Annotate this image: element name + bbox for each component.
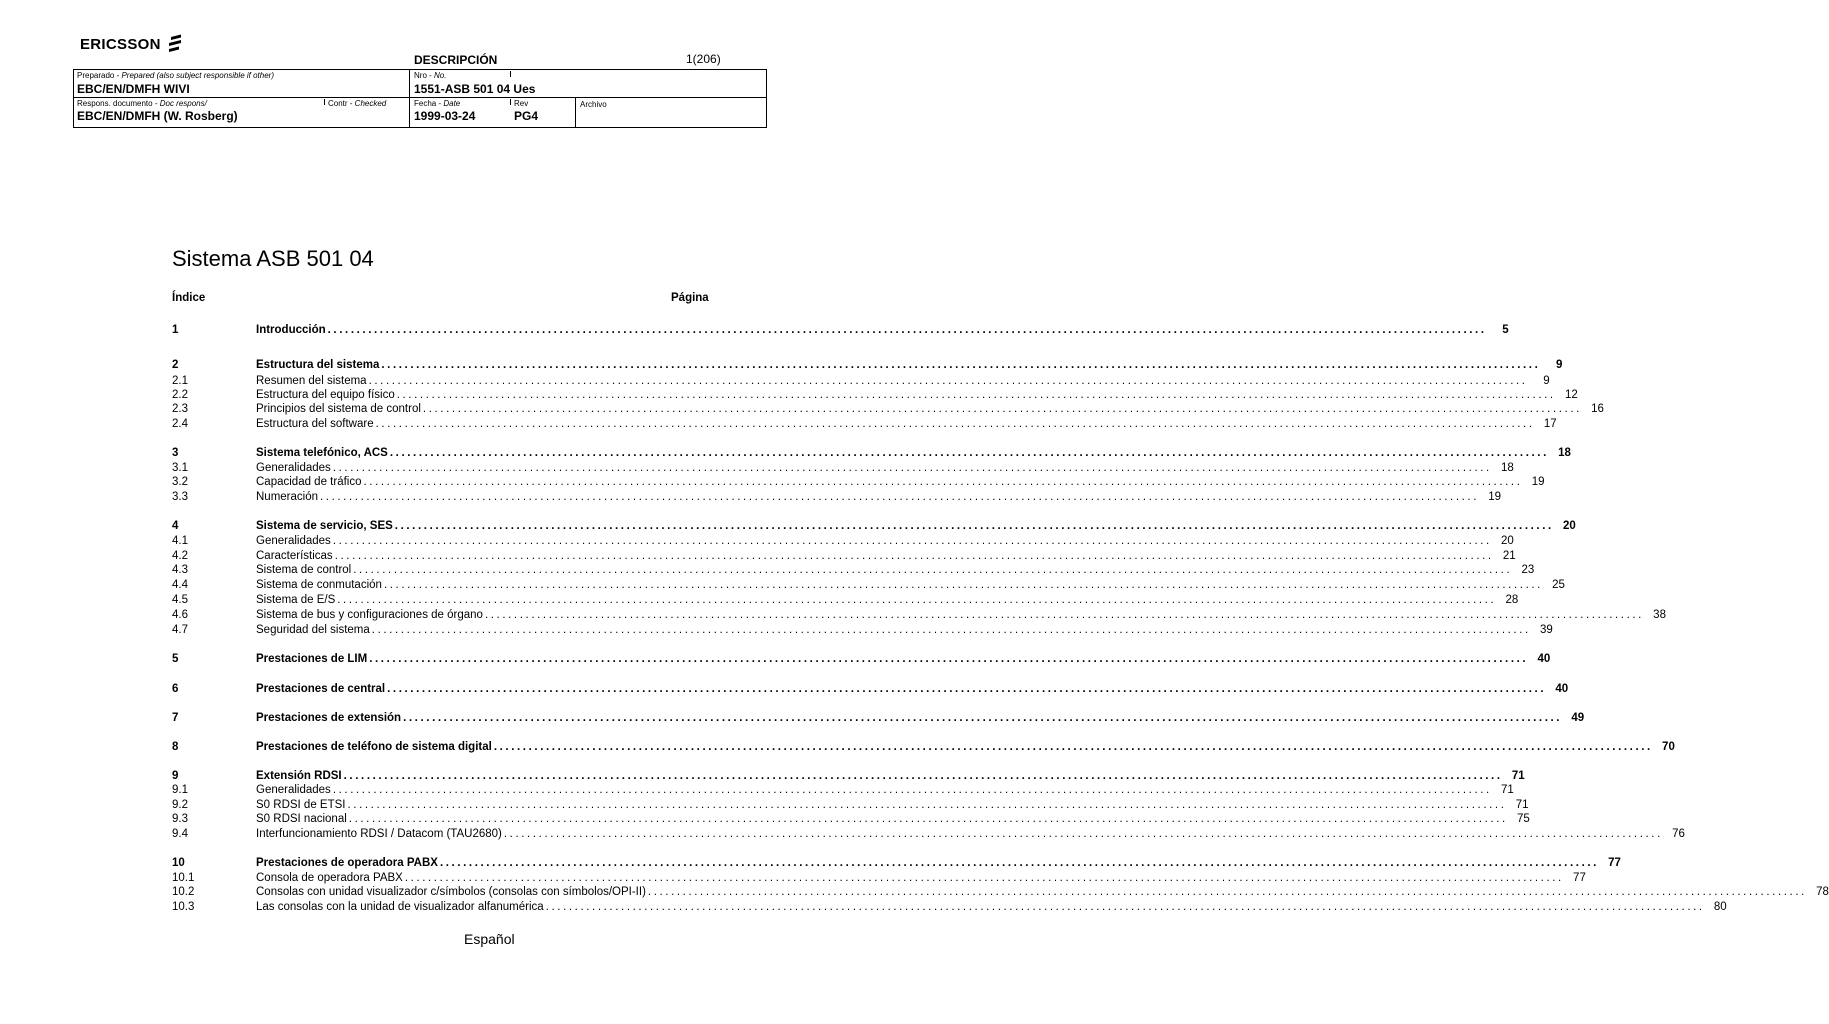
toc-entry[interactable] — [172, 828, 1685, 842]
toc-number: 9.3 — [172, 813, 188, 825]
toc-leader: ........................................................................................................................................................................................................ — [647, 886, 1807, 898]
page-count: 1(206) — [686, 52, 721, 66]
toc-page: 25 — [1552, 579, 1565, 591]
toc-number: 10.1 — [172, 872, 195, 884]
toc-title: Estructura del software — [256, 418, 374, 430]
toc-number: 5 — [172, 653, 179, 665]
toc-page: 17 — [1543, 418, 1557, 430]
toc-leader: ........................................................................................................................................................................................................ — [396, 389, 1556, 401]
toc-leader: ........................................................................................................................................................................................................ — [394, 520, 1554, 532]
toc-page: 71 — [1511, 770, 1525, 782]
toc-entry[interactable] — [172, 447, 1571, 461]
toc-title: Prestaciones de LIM — [256, 653, 368, 665]
toc-leader: ........................................................................................................................................................................................................ — [484, 609, 1644, 621]
toc-title: Sistema de control — [256, 564, 352, 576]
toc-entry[interactable] — [172, 476, 1545, 490]
toc-title: Prestaciones de extensión — [256, 712, 402, 724]
toc-page: 71 — [1501, 784, 1514, 796]
toc-number: 1 — [172, 324, 179, 336]
toc-number: 3.2 — [172, 476, 188, 488]
toc-entry[interactable] — [172, 712, 1585, 726]
toc-leader: ........................................................................................................................................................................................................ — [387, 683, 1547, 695]
toc-number: 10.2 — [172, 886, 195, 898]
toc-entry[interactable] — [172, 418, 1557, 432]
contr-label: Contr - Checked — [328, 99, 387, 108]
toc-title: Las consolas con la unidad de visualizador alfanumérica — [256, 901, 544, 913]
toc-number: 3.3 — [172, 491, 188, 503]
toc-number: 3.1 — [172, 462, 188, 474]
toc-leader: ........................................................................................................................................................................................................ — [347, 799, 1507, 811]
toc-entry[interactable] — [172, 389, 1578, 403]
toc-entry[interactable] — [172, 872, 1586, 886]
toc-leader: ........................................................................................................................................................................................................ — [368, 375, 1528, 387]
toc-page: 18 — [1558, 447, 1571, 459]
toc-number: 4.2 — [172, 550, 188, 562]
toc-leader: ........................................................................................................................................................................................................ — [334, 550, 1494, 562]
toc-entry[interactable] — [172, 594, 1519, 608]
toc-number: 9.1 — [172, 784, 188, 796]
toc-number: 2.4 — [172, 418, 188, 430]
toc-number: 3 — [172, 447, 179, 459]
toc-number: 4.6 — [172, 609, 188, 621]
toc-entry[interactable] — [172, 886, 1829, 900]
rev-value: PG4 — [514, 109, 539, 123]
toc-entry[interactable] — [172, 813, 1530, 827]
toc-title: Prestaciones de teléfono de sistema digital — [256, 741, 492, 753]
toc-leader: ........................................................................................................................................................................................................ — [422, 403, 1582, 415]
toc-entry[interactable] — [172, 359, 1563, 373]
toc-title: Sistema de E/S — [256, 594, 336, 606]
toc-leader: ........................................................................................................................................................................................................ — [369, 653, 1529, 665]
toc-title: Generalidades — [256, 784, 331, 796]
toc-leader: ........................................................................................................................................................................................................ — [353, 564, 1513, 576]
toc-title: Estructura del sistema — [256, 359, 380, 371]
toc-entry[interactable] — [172, 653, 1551, 667]
toc-number: 4.3 — [172, 564, 188, 576]
toc-page: 20 — [1563, 520, 1576, 532]
toc-number: 2 — [172, 359, 179, 371]
toc-title: Consola de operadora PABX — [256, 872, 403, 884]
toc-leader: ........................................................................................................................................................................................................ — [404, 872, 1564, 884]
toc-leader: ........................................................................................................................................................................................................ — [381, 359, 1541, 371]
toc-number: 8 — [172, 741, 179, 753]
toc-title: Sistema telefónico, ACS — [256, 447, 388, 459]
toc-number: 9.2 — [172, 799, 188, 811]
toc-page: 78 — [1816, 886, 1829, 898]
toc-leader: ........................................................................................................................................................................................................ — [320, 491, 1480, 503]
toc-page: 5 — [1502, 324, 1509, 336]
toc-page: 23 — [1521, 564, 1535, 576]
toc-title: Sistema de conmutación — [256, 579, 382, 591]
page-heading: Página — [671, 292, 709, 304]
toc-number: 9.4 — [172, 828, 188, 840]
toc-title: Consolas con unidad visualizador c/símbolos (consolas con símbolos/OPI-II) — [256, 886, 646, 898]
toc-leader: ........................................................................................................................................................................................................ — [383, 579, 1543, 591]
toc-number: 4.5 — [172, 594, 188, 606]
toc-page: 70 — [1662, 741, 1675, 753]
logo-text: ERICSSON — [80, 35, 161, 53]
toc-entry[interactable] — [172, 784, 1514, 798]
toc-page: 75 — [1517, 813, 1530, 825]
toc-entry[interactable] — [172, 624, 1553, 638]
toc-entry[interactable] — [172, 403, 1604, 417]
ericsson-logo — [80, 34, 183, 54]
toc-page: 77 — [1573, 872, 1586, 884]
toc-entry[interactable] — [172, 609, 1666, 623]
toc-number: 4.1 — [172, 535, 188, 547]
toc-number: 7 — [172, 712, 179, 724]
toc-leader: ........................................................................................................................................................................................................ — [493, 741, 1653, 753]
index-heading: Índice — [172, 292, 206, 304]
toc-entry[interactable] — [172, 535, 1514, 549]
toc-title: Resumen del sistema — [256, 375, 367, 387]
toc-leader: ........................................................................................................................................................................................................ — [332, 784, 1492, 796]
toc-entry[interactable] — [172, 741, 1675, 755]
toc-leader: ........................................................................................................................................................................................................ — [363, 476, 1523, 488]
toc-leader: ........................................................................................................................................................................................................ — [545, 901, 1705, 913]
toc-page: 19 — [1488, 491, 1502, 503]
respons-label: Respons. documento - Doc respons/ — [77, 99, 207, 108]
toc-number: 6 — [172, 683, 179, 695]
toc-number: 2.1 — [172, 375, 188, 387]
toc-entry[interactable] — [172, 462, 1514, 476]
toc-entry[interactable] — [172, 564, 1535, 578]
toc-leader: ........................................................................................................................................................................................................ — [389, 447, 1549, 459]
toc-entry[interactable] — [172, 324, 1509, 338]
toc-page: 80 — [1713, 901, 1727, 913]
date-value: 1999-03-24 — [414, 109, 476, 123]
toc-number: 4 — [172, 520, 179, 532]
toc-page: 12 — [1564, 389, 1578, 401]
ericsson-mark-icon — [167, 34, 183, 54]
toc-number: 2.2 — [172, 389, 188, 401]
document-type: DESCRIPCIÓN — [414, 53, 498, 67]
toc-entry[interactable] — [172, 770, 1525, 784]
toc-entry[interactable] — [172, 520, 1576, 534]
respons-value: EBC/EN/DMFH (W. Rosberg) — [77, 109, 238, 123]
toc-page: 38 — [1653, 609, 1666, 621]
toc-page: 21 — [1502, 550, 1516, 562]
toc-leader: ........................................................................................................................................................................................................ — [343, 770, 1503, 782]
toc-title: Principios del sistema de control — [256, 403, 421, 415]
toc-page: 19 — [1531, 476, 1545, 488]
rev-label: Rev — [514, 99, 529, 108]
toc-entry[interactable] — [172, 857, 1621, 871]
toc-page: 49 — [1571, 712, 1585, 724]
toc-page: 71 — [1515, 799, 1529, 811]
toc-page: 40 — [1537, 653, 1551, 665]
archive-label: Archivo — [580, 100, 607, 109]
prepared-label: Preparado - Prepared (also subject responsible if other) — [77, 71, 274, 80]
toc-title: Estructura del equipo físico — [256, 389, 395, 401]
date-label: Fecha - Date — [414, 99, 461, 108]
toc-title: Numeración — [256, 491, 318, 503]
toc-leader: ........................................................................................................................................................................................................ — [327, 324, 1487, 336]
toc-page: 16 — [1591, 403, 1604, 415]
toc-page: 9 — [1543, 375, 1550, 387]
toc-title: Generalidades — [256, 535, 331, 547]
toc-leader: ........................................................................................................................................................................................................ — [371, 624, 1531, 636]
toc-entry[interactable] — [172, 491, 1502, 505]
document-number: 1551-ASB 501 04 Ues — [414, 82, 536, 96]
no-label: Nro - No. — [414, 71, 447, 80]
toc-entry[interactable] — [172, 901, 1727, 915]
toc-entry[interactable] — [172, 579, 1565, 593]
toc-entry[interactable] — [172, 683, 1569, 697]
toc-number: 10 — [172, 857, 185, 869]
toc-leader: ........................................................................................................................................................................................................ — [332, 535, 1492, 547]
toc-title: Extensión RDSI — [256, 770, 342, 782]
toc-leader: ........................................................................................................................................................................................................ — [439, 857, 1599, 869]
toc-page: 18 — [1501, 462, 1514, 474]
toc-number: 10.3 — [172, 901, 195, 913]
toc-leader: ........................................................................................................................................................................................................ — [503, 828, 1663, 840]
toc-page: 39 — [1540, 624, 1553, 636]
toc-page: 28 — [1505, 594, 1519, 606]
toc-leader: ........................................................................................................................................................................................................ — [337, 594, 1497, 606]
toc-title: Capacidad de tráfico — [256, 476, 362, 488]
toc-leader: ........................................................................................................................................................................................................ — [375, 418, 1535, 430]
toc-title: S0 RDSI nacional — [256, 813, 347, 825]
toc-page: 40 — [1555, 683, 1569, 695]
toc-number: 9 — [172, 770, 179, 782]
toc-page: 77 — [1608, 857, 1621, 869]
prepared-value: EBC/EN/DMFH WIVI — [77, 82, 190, 96]
toc-title: Generalidades — [256, 462, 331, 474]
toc-title: S0 RDSI de ETSI — [256, 799, 346, 811]
toc-page: 9 — [1555, 359, 1563, 371]
toc-entry[interactable] — [172, 550, 1516, 564]
toc-page: 20 — [1501, 535, 1514, 547]
toc-title: Características — [256, 550, 333, 562]
toc-title: Sistema de servicio, SES — [256, 520, 393, 532]
toc-leader: ........................................................................................................................................................................................................ — [348, 813, 1508, 825]
toc-title: Interfuncionamiento RDSI / Datacom (TAU2680) — [256, 828, 502, 840]
document-language: Español — [464, 931, 515, 947]
toc-title: Prestaciones de operadora PABX — [256, 857, 438, 869]
toc-title: Seguridad del sistema — [256, 624, 370, 636]
toc-page: 76 — [1672, 828, 1685, 840]
toc-entry[interactable] — [172, 799, 1529, 813]
toc-number: 4.7 — [172, 624, 188, 636]
toc-leader: ........................................................................................................................................................................................................ — [403, 712, 1563, 724]
toc-leader: ........................................................................................................................................................................................................ — [332, 462, 1492, 474]
toc-title: Sistema de bus y configuraciones de órgano — [256, 609, 483, 621]
toc-entry[interactable] — [172, 375, 1550, 389]
toc-number: 4.4 — [172, 579, 188, 591]
toc-number: 2.3 — [172, 403, 188, 415]
toc-title: Introducción — [256, 324, 326, 336]
page-title: Sistema ASB 501 04 — [172, 246, 374, 271]
toc-title: Prestaciones de central — [256, 683, 386, 695]
